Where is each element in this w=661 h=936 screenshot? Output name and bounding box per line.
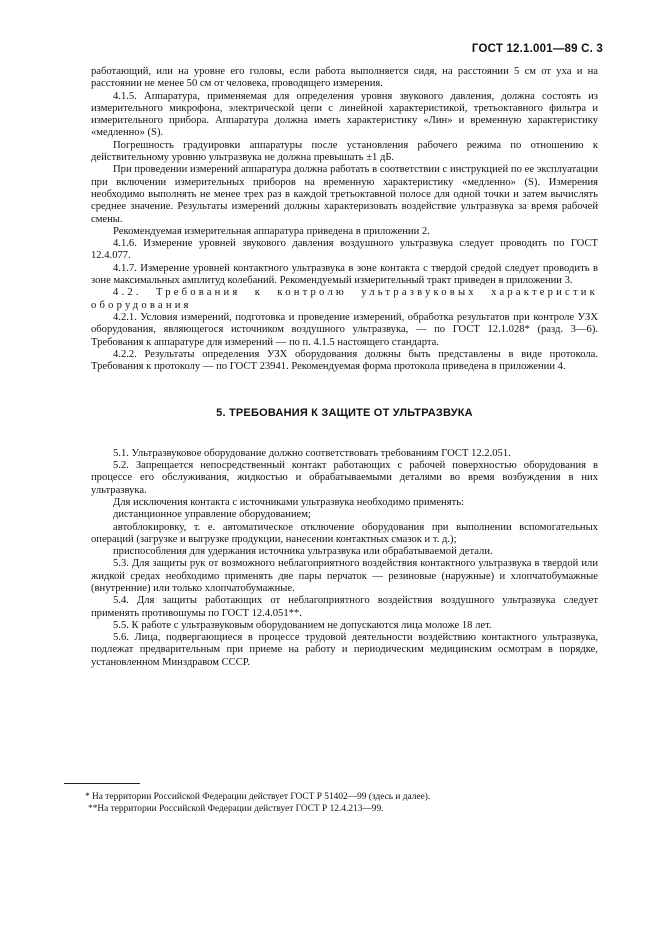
paragraph-5-5: 5.5. К работе с ультразвуковым оборудованием не допускаются лица моложе 18 лет. bbox=[113, 619, 492, 631]
subheading-4-2: 4.2. Требования к контролю ультразвуковых характеристик оборудования bbox=[91, 287, 598, 311]
footnotes bbox=[64, 783, 604, 815]
page-header: ГОСТ 12.1.001—89 С. 3 bbox=[471, 43, 603, 55]
paragraph-5-1: 5.1. Ультразвуковое оборудование должно соответствовать требованиям ГОСТ 12.2.051. bbox=[113, 447, 511, 459]
footnote-divider bbox=[64, 783, 140, 784]
section-title: 5. ТРЕБОВАНИЯ К ЗАЩИТЕ ОТ УЛЬТРАЗВУКА bbox=[216, 407, 473, 420]
list-item-remote-control: дистанционное управление оборудованием; bbox=[113, 509, 311, 521]
paragraph-4-2-2: 4.2.2. Результаты определения УЗХ оборудования должны быть представлены в виде протокола. Требования к протоколу — по ГОСТ 23941. Рекомендуемая форма протокола приведена в приложении 4. bbox=[91, 348, 598, 373]
paragraph-calibration-error: Погрешность градуировки аппаратуры после установления рабочего режима по отношению к действительному уровню ультразвука не должна превышать ±1 дБ. bbox=[91, 139, 598, 164]
paragraph-4-2-1: 4.2.1. Условия измерений, подготовка и проведение измерений, обработка результатов при контроле УЗХ оборудования, являющегося источником воздушного ультразвука, — по ГОСТ 12.1.028* (разд. 3—6). Требования к аппаратуре для измерений — по п. 4.1.5 настоящего стандарта. bbox=[91, 311, 598, 348]
document-body bbox=[91, 66, 598, 669]
list-item-holding-devices: приспособления для удержания источника ультразвука или обрабатываемой детали. bbox=[113, 546, 493, 558]
paragraph-5-2: 5.2. Запрещается непосредственный контакт работающих с рабочей поверхностью оборудования в процессе его обслуживания, жидкостью и обрабатываемыми деталями во время возбуждения в них ультразвука. bbox=[91, 460, 598, 496]
paragraph-contact-exclusion: Для исключения контакта с источниками ультразвука необходимо применять: bbox=[113, 496, 464, 508]
paragraph-4-1-7: 4.1.7. Измерение уровней контактного ультразвука в зоне контакта с твердой средой следует проводить в зоне максимальных амплитуд колебаний. Рекомендуемый измерительный тракт приведен в приложении 3. bbox=[91, 262, 598, 287]
paragraph-4-1-6: 4.1.6. Измерение уровней звукового давления воздушного ультразвука следует проводить по ГОСТ 12.4.077. bbox=[91, 238, 598, 262]
footnote-1: * На территории Российской Федерации действует ГОСТ Р 51402—99 (здесь и далее). bbox=[85, 792, 431, 802]
paragraph-measurement-procedure: При проведении измерений аппаратура должна работать в соответствии с инструкцией по ее эксплуатации при включении измерительных приборов на временную характеристику «медленно» (S). Измерения необходимо выполнять не менее трех раз в каждой третьоктавной полосе для одной точки и затем вычислять среднее значение. Результаты измерений должны характеризовать воздействие ультразвука за время рабочей смены. bbox=[91, 164, 598, 225]
footnote-2: **На территории Российской Федерации действует ГОСТ Р 12.4.213—99. bbox=[88, 803, 384, 814]
paragraph-recommended-equipment: Рекомендуемая измерительная аппаратура приведена в приложении 2. bbox=[113, 225, 430, 237]
list-item-auto-lock: автоблокировку, т. е. автоматическое отключение оборудования при выполнении вспомогательных операций (загрузке и выгрузке продукции, нанесении контактных смазок и т. д.); bbox=[91, 521, 598, 545]
paragraph-continuation: работающий, или на уровне его головы, если работа выполняется сидя, на расстоянии 5 см от уха и на расстоянии не менее 50 см от человека, проводящего измерения. bbox=[91, 66, 598, 90]
paragraph-5-6: 5.6. Лица, подвергающиеся в процессе трудовой деятельности воздействию контактного ультразвука, подлежат предварительным при приеме на работу и периодическим медицинским осмотрам в порядке, установленном Минздравом СССР. bbox=[91, 632, 598, 668]
paragraph-4-1-5: 4.1.5. Аппаратура, применяемая для определения уровня звукового давления, должна состоять из измерительного микрофона, электрической цепи с линейной характеристикой, третьоктавного фильтра и измерительного прибора. Аппаратура должна иметь характеристику «Лин» и временную характеристику «медленно» (S). bbox=[91, 90, 598, 139]
paragraph-5-3: 5.3. Для защиты рук от возможного неблагоприятного воздействия контактного ультразвука в твердой или жидкой средах необходимо применять две пары перчаток — резиновые (наружные) и хлопчатобумажные (внутренние) или только хлопчатобумажные. bbox=[91, 558, 598, 594]
paragraph-5-4: 5.4. Для защиты работающих от неблагоприятного воздействия воздушного ультразвука следует применять противошумы по ГОСТ 12.4.051**. bbox=[91, 595, 598, 619]
